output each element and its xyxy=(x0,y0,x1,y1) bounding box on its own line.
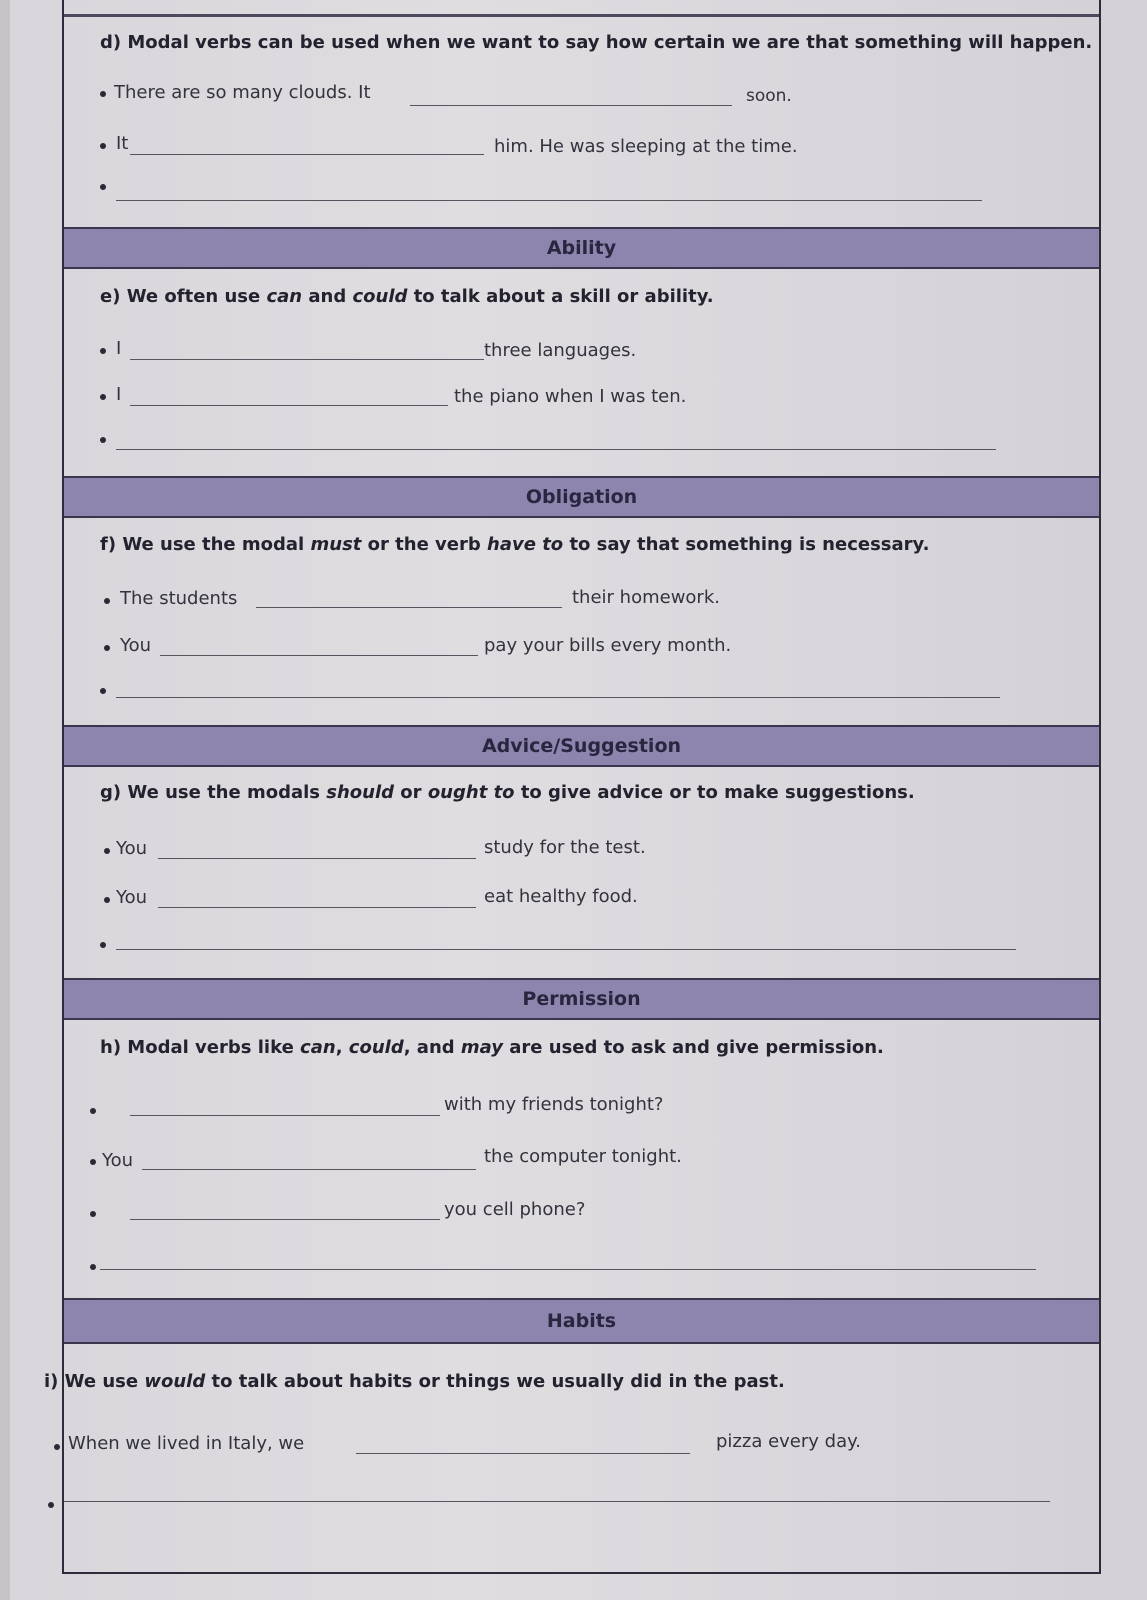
bullet xyxy=(48,1502,54,1508)
answer-blank[interactable] xyxy=(356,1452,690,1454)
answer-blank[interactable] xyxy=(410,104,732,106)
bullet xyxy=(90,1264,96,1270)
bullet xyxy=(104,598,110,604)
example-g1-start: You xyxy=(116,838,148,859)
answer-blank[interactable] xyxy=(160,654,478,656)
example-d1-end: soon. xyxy=(746,86,792,106)
rule-d: d) Modal verbs can be used when we want to say how certain we are that something will happen. xyxy=(100,32,1093,53)
bullet xyxy=(100,143,106,149)
answer-blank[interactable] xyxy=(130,1218,440,1220)
bullet xyxy=(90,1211,96,1217)
example-f1-end: their homework. xyxy=(572,587,720,608)
answer-blank[interactable] xyxy=(142,1168,476,1170)
bullet xyxy=(100,437,106,443)
rule-f: f) We use the modal must or the verb have to to say that something is necessary. xyxy=(100,534,930,555)
example-e1-start: I xyxy=(116,338,122,359)
example-i1-end: pizza every day. xyxy=(716,1431,861,1452)
answer-blank-free[interactable] xyxy=(64,1500,1050,1502)
example-d1-start: There are so many clouds. It xyxy=(114,82,371,103)
bullet xyxy=(54,1444,60,1450)
answer-blank[interactable] xyxy=(256,606,562,608)
example-g1-end: study for the test. xyxy=(484,837,646,858)
example-h3-end: you cell phone? xyxy=(444,1199,586,1220)
bullet xyxy=(100,91,106,97)
example-i1-start: When we lived in Italy, we xyxy=(68,1433,305,1454)
answer-blank-free[interactable] xyxy=(116,199,982,201)
bullet xyxy=(100,348,106,354)
answer-blank[interactable] xyxy=(130,404,448,406)
bullet xyxy=(100,688,106,694)
example-d2-end: him. He was sleeping at the time. xyxy=(494,136,798,157)
answer-blank-free[interactable] xyxy=(116,696,1000,698)
bullet xyxy=(100,184,106,190)
bullet xyxy=(100,942,106,948)
example-f2-start: You xyxy=(120,635,152,656)
example-e2-start: I xyxy=(116,384,122,405)
example-f2-end: pay your bills every month. xyxy=(484,635,732,656)
bullet xyxy=(90,1159,96,1165)
rule-g: g) We use the modals should or ought to to give advice or to make suggestions. xyxy=(100,782,915,803)
modal-verbs-table xyxy=(44,0,1101,1574)
obligation-heading: Obligation xyxy=(64,476,1099,518)
answer-blank[interactable] xyxy=(158,906,476,908)
example-h2-end: the computer tonight. xyxy=(484,1146,682,1167)
answer-blank-free[interactable] xyxy=(116,948,1016,950)
permission-heading: Permission xyxy=(64,978,1099,1020)
rule-h: h) Modal verbs like can, could, and may are used to ask and give permission. xyxy=(100,1037,884,1058)
bullet xyxy=(100,394,106,400)
bullet xyxy=(90,1108,96,1114)
advice-heading: Advice/Suggestion xyxy=(64,725,1099,767)
example-e2-end: the piano when I was ten. xyxy=(454,386,687,407)
example-f1-start: The students xyxy=(120,588,238,609)
example-h1-end: with my friends tonight? xyxy=(444,1094,664,1115)
answer-blank[interactable] xyxy=(158,857,476,859)
example-g2-end: eat healthy food. xyxy=(484,886,638,907)
bullet xyxy=(104,848,110,854)
bullet xyxy=(104,645,110,651)
answer-blank-free[interactable] xyxy=(100,1268,1036,1270)
ability-heading: Ability xyxy=(64,227,1099,269)
rule-i: i) We use would to talk about habits or things we usually did in the past. xyxy=(44,1371,785,1392)
example-e1-end: three languages. xyxy=(484,340,637,361)
answer-blank[interactable] xyxy=(130,358,484,360)
answer-blank-free[interactable] xyxy=(116,448,996,450)
habits-heading: Habits xyxy=(64,1298,1099,1344)
example-g2-start: You xyxy=(116,887,148,908)
worksheet-page xyxy=(10,0,1147,1600)
bullet xyxy=(104,897,110,903)
answer-blank[interactable] xyxy=(130,1114,440,1116)
example-h2-start: You xyxy=(102,1150,134,1171)
rule-e: e) We often use can and could to talk about a skill or ability. xyxy=(100,286,714,307)
answer-blank[interactable] xyxy=(130,153,484,155)
example-d2-start: It xyxy=(116,133,129,154)
